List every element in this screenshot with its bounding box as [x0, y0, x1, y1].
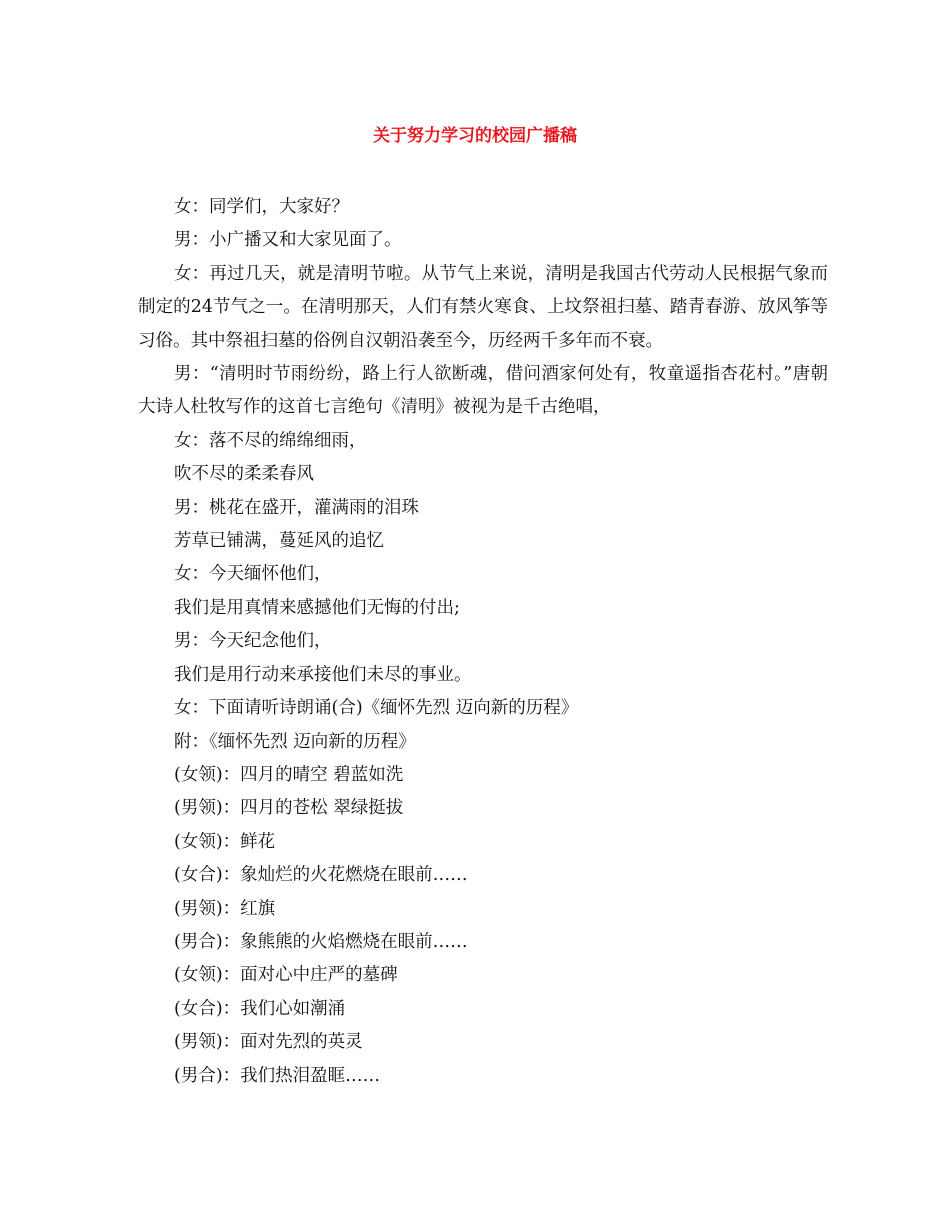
text-line: (男领)：面对先烈的英灵 — [174, 1032, 363, 1053]
text-line: 男：今天纪念他们， — [174, 631, 332, 652]
text-line: (男合)：象熊熊的火焰燃烧在眼前…… — [174, 931, 468, 952]
text-line: 我们是用行动来承接他们未尽的事业。 — [174, 664, 472, 685]
paragraph-greeting-male: 男：小广播又和大家见面了。 — [174, 230, 402, 251]
text-line: 男：桃花在盛开，灌满雨的泪珠 — [174, 497, 419, 518]
text-line: (女合)：我们心如潮涌 — [174, 998, 346, 1019]
text-line: 女：下面请听诗朗诵(合)《缅怀先烈 迈向新的历程》 — [174, 698, 579, 719]
text-line: (女领)：四月的晴空 碧蓝如洗 — [174, 764, 404, 785]
text-line: 附：《缅怀先烈 迈向新的历程》 — [174, 731, 416, 752]
text-line: (女领)：面对心中庄严的墓碑 — [174, 965, 398, 986]
document-body — [138, 191, 828, 1093]
text-line: (男领)：红旗 — [174, 898, 276, 919]
paragraph-greeting-female: 女：同学们，大家好？ — [174, 197, 349, 217]
text-line: 我们是用真情来感撼他们无悔的付出; — [174, 597, 460, 618]
text-line: (男合)：我们热泪盈眶…… — [174, 1065, 381, 1086]
paragraph-qingming-poem: 男：“清明时节雨纷纷，路上行人欲断魂，借问酒家何处有，牧童遥指杏花村。”唐朝大诗人杜牧写作的这首七言绝句《清明》被视为是千古绝唱， — [138, 364, 828, 418]
paragraph-qingming-intro: 女：再过几天，就是清明节啦。从节气上来说，清明是我国古代劳动人民根据气象而制定的24节气之一。在清明那天，人们有禁火寒食、上坟祭祖扫墓、踏青春游、放风筝等习俗。其中祭祖扫墓的俗例自汉朝沿袭至今，历经两千多年而不衰。 — [138, 263, 828, 351]
text-line: (女合)：象灿烂的火花燃烧在眼前…… — [174, 865, 468, 886]
text-line: 吹不尽的柔柔春风 — [174, 464, 314, 485]
text-line: (女领)：鲜花 — [174, 831, 276, 852]
text-line: 女：今天缅怀他们， — [174, 564, 332, 585]
text-line: 女：落不尽的绵绵细雨， — [174, 430, 367, 451]
document-title: 关于努力学习的校园广播稿 — [373, 126, 577, 146]
text-line: 芳草已铺满，蔓延风的追忆 — [174, 531, 384, 552]
text-line: (男领)：四月的苍松 翠绿挺拔 — [174, 798, 404, 819]
